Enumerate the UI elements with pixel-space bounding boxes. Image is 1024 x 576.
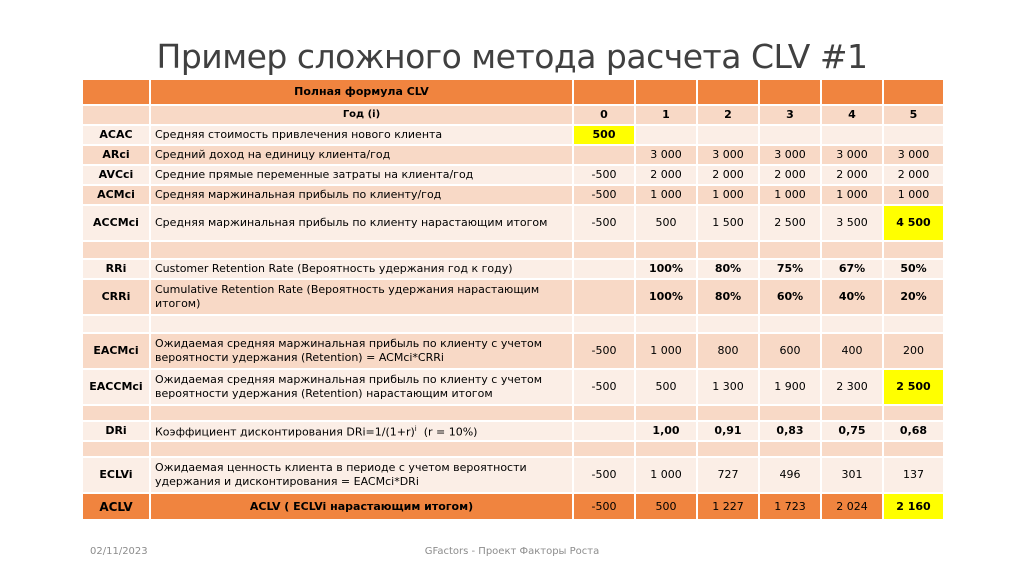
year-3: 3 [759, 105, 821, 125]
row-code: ACMci [82, 185, 150, 205]
table-row: AVCci Средние прямые переменные затраты на клиента/год -500 2 000 2 000 2 000 2 000 2 000 [82, 165, 944, 185]
slide-date: 02/11/2023 [90, 546, 148, 557]
row-code: ECLVi [82, 457, 150, 493]
row-desc: Ожидаемая ценность клиента в периоде с учетом вероятности удержания и дисконтирования = EACMci*DRi [150, 457, 573, 493]
year-0: 0 [573, 105, 635, 125]
table-row: ECLVi Ожидаемая ценность клиента в периоде с учетом вероятности удержания и дисконтирования = EACMci*DRi -500 1 000 727 496 301 137 [82, 457, 944, 493]
row-desc: Средняя стоимость привлечения нового клиента [150, 125, 573, 145]
year-2: 2 [697, 105, 759, 125]
table-row: RRi Customer Retention Rate (Вероятность удержания год к году) 100% 80% 75% 67% 50% [82, 259, 944, 279]
total-title: ACLV ( ECLVi нарастающим итогом) [150, 493, 573, 520]
table-row: EACMci Ожидаемая средняя маржинальная прибыль по клиенту с учетом вероятности удержания (Retention) = ACMci*CRRi -500 1 000 800 600 400 200 [82, 333, 944, 369]
spacer-row [82, 441, 944, 457]
row-code: AVCci [82, 165, 150, 185]
table-header-row [82, 79, 944, 105]
row-desc: Customer Retention Rate (Вероятность удержания год к году) [150, 259, 573, 279]
spacer-row [82, 315, 944, 333]
row-desc: Средний доход на единицу клиента/год [150, 145, 573, 165]
slide-footer: GFactors - Проект Факторы Роста [424, 546, 600, 557]
year-label: Год (i) [150, 105, 573, 125]
year-row [82, 105, 944, 125]
table-row: CRRi Cumulative Retention Rate (Вероятность удержания нарастающим итогом) 100% 80% 60% 40% 20% [82, 279, 944, 315]
table-row: ACMci Средняя маржинальная прибыль по клиенту/год -500 1 000 1 000 1 000 1 000 1 000 [82, 185, 944, 205]
row-code: ACLV [82, 493, 150, 520]
table-row: ACCMci Средняя маржинальная прибыль по клиенту нарастающим итогом -500 500 1 500 2 500 3 500 4 500 [82, 205, 944, 241]
table-row: EACCMci Ожидаемая средняя маржинальная прибыль по клиенту с учетом вероятности удержания (Retention) нарастающим итогом -500 500 1 300 1 900 2 300 2 500 [82, 369, 944, 405]
spacer-row [82, 405, 944, 421]
cell-highlight: 2 160 [883, 493, 944, 520]
year-1: 1 [635, 105, 697, 125]
cell-highlight: 4 500 [883, 205, 944, 241]
row-code: ACAC [82, 125, 150, 145]
row-desc: Cumulative Retention Rate (Вероятность удержания нарастающим итогом) [150, 279, 573, 315]
table-row: DRi Коэффициент дисконтирования $DRi=1/(1+r)^i$ (r = 10%) 1,00 0,91 0,83 0,75 0,68 [82, 421, 944, 441]
row-code: ACCMci [82, 205, 150, 241]
row-desc: Ожидаемая средняя маржинальная прибыль по клиенту с учетом вероятности удержания (Retention) нарастающим итогом [150, 369, 573, 405]
row-code: DRi [82, 421, 150, 441]
row-desc: Средние прямые переменные затраты на клиента/год [150, 165, 573, 185]
total-row: ACLV ACLV ( ECLVi нарастающим итогом) -500 500 1 227 1 723 2 024 2 160 [82, 493, 944, 520]
row-desc: Средняя маржинальная прибыль по клиенту/год [150, 185, 573, 205]
slide-title: Пример сложного метода расчета CLV #1 [156, 37, 868, 76]
row-code: EACCMci [82, 369, 150, 405]
year-4: 4 [821, 105, 883, 125]
spacer-row [82, 241, 944, 259]
cell-highlight: 2 500 [883, 369, 944, 405]
table-header-title: Полная формула CLV [150, 79, 573, 105]
cell-value: 500 [573, 125, 635, 145]
table-row: ARci Средний доход на единицу клиента/год 3 000 3 000 3 000 3 000 3 000 [82, 145, 944, 165]
row-desc: Коэффициент дисконтирования $DRi=1/(1+r)^i$ (r = 10%) [150, 421, 573, 441]
row-code: CRRi [82, 279, 150, 315]
clv-table [81, 78, 945, 521]
table-row [82, 125, 944, 145]
row-code: EACMci [82, 333, 150, 369]
row-desc: Ожидаемая средняя маржинальная прибыль по клиенту с учетом вероятности удержания (Retention) = ACMci*CRRi [150, 333, 573, 369]
year-5: 5 [883, 105, 944, 125]
row-desc: Средняя маржинальная прибыль по клиенту нарастающим итогом [150, 205, 573, 241]
row-code: RRi [82, 259, 150, 279]
row-code: ARci [82, 145, 150, 165]
